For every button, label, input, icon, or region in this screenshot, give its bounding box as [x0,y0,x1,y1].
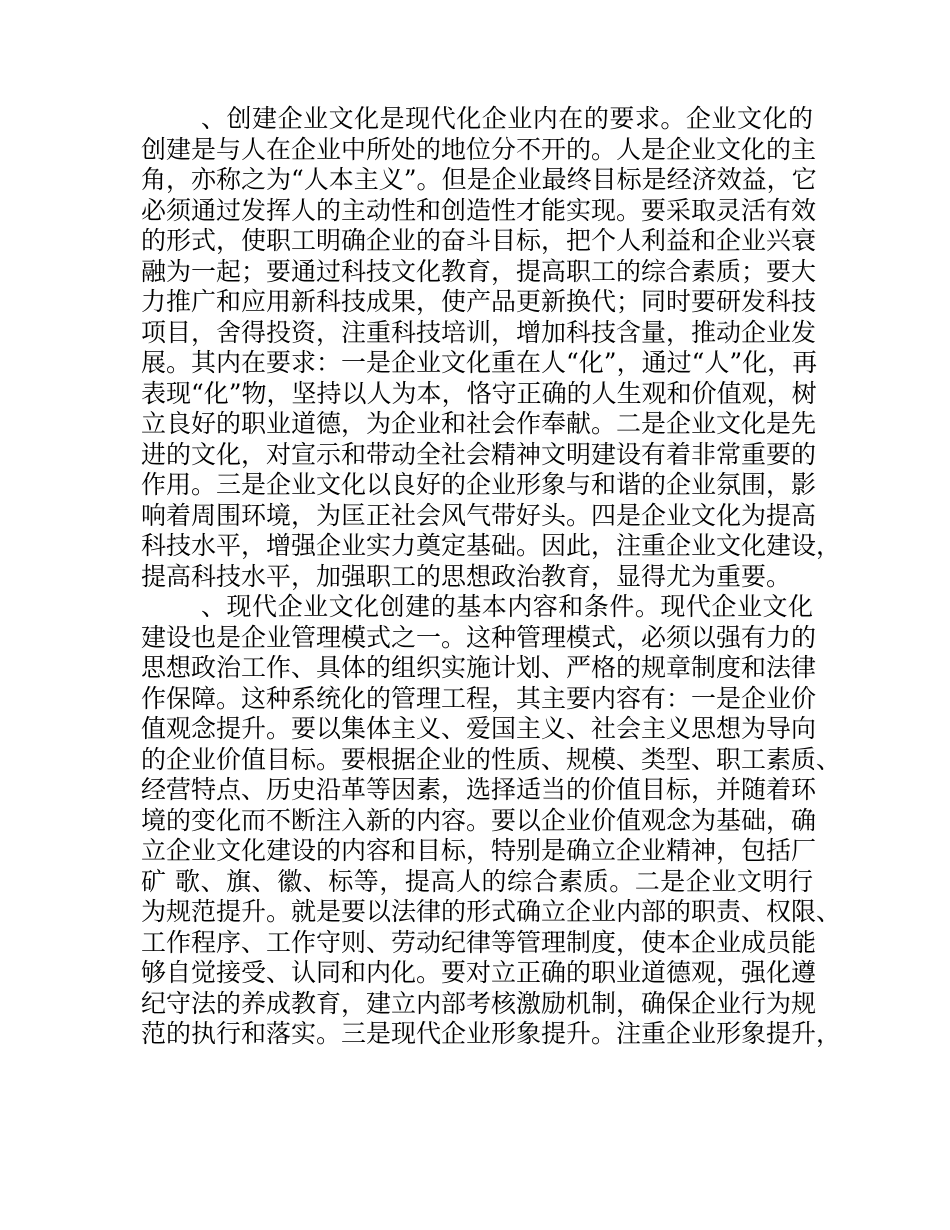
paragraph-2 [141,592,842,1050]
text-line: 响着周围环境，为匡正社会风气带好头。四是企业文化为提高 [141,500,817,530]
text-line: 的企业价值目标。要根据企业的性质、规模、类型、职工素质、 [141,744,842,774]
text-line: 提高科技水平，加强职工的思想政治教育，显得尤为重要。 [141,561,792,591]
text-line: 矿 歌、旗、徽、标等，提高人的综合素质。二是企业文明行 [141,866,813,896]
text-line: 经营特点、历史沿革等因素，选择适当的价值目标，并随着环 [141,775,817,804]
text-line: 力推广和应用新科技成果，使产品更新换代；同时要研发科技 [141,287,817,316]
text-line: 立良好的职业道德，为企业和社会作奉献。二是企业文化是先 [141,409,817,438]
text-line: 境的变化而不断注入新的内容。要以企业价值观念为基础，确 [141,805,817,835]
text-line: 创建是与人在企业中所处的地位分不开的。人是企业文化的主 [141,134,817,164]
text-line: 思想政治工作、具体的组织实施计划、严格的规章制度和法律 [141,653,817,682]
body-text [141,104,842,1050]
text-line: 、现代企业文化创建的基本内容和条件。现代企业文化 [201,592,813,621]
text-line: 作用。三是企业文化以良好的企业形象与和谐的企业氛围，影 [141,470,817,499]
text-line: 为规范提升。就是要以法律的形式确立企业内部的职责、权限、 [141,897,842,926]
text-line: 项目，舍得投资，注重科技培训，增加科技含量，推动企业发 [141,317,817,347]
text-line: 表现“化”物，坚持以人为本，恪守正确的人生观和价值观，树 [141,378,817,408]
text-line: 纪守法的养成教育，建立内部考核激励机制，确保企业行为规 [141,988,817,1018]
text-line: 科技水平，增强企业实力奠定基础。因此，注重企业文化建设， [141,531,842,560]
text-line: 、创建企业文化是现代化企业内在的要求。企业文化的 [201,104,813,133]
text-line: 融为一起；要通过科技文化教育，提高职工的综合素质；要大 [141,256,817,286]
text-line: 够自觉接受、认同和内化。要对立正确的职业道德观，强化遵 [141,958,817,987]
text-line: 必须通过发挥人的主动性和创造性才能实现。要采取灵活有效 [141,195,817,225]
text-line: 工作程序、工作守则、劳动纪律等管理制度，使本企业成员能 [141,927,817,957]
text-line: 立企业文化建设的内容和目标，特别是确立企业精神，包括厂 [141,836,817,865]
text-line: 进的文化，对宣示和带动全社会精神文明建设有着非常重要的 [141,439,817,469]
text-line: 角，亦称之为“人本主义”。但是企业最终目标是经济效益，它 [141,165,817,194]
text-line: 作保障。这种系统化的管理工程，其主要内容有：一是企业价 [141,683,817,713]
text-line: 值观念提升。要以集体主义、爱国主义、社会主义思想为导向 [141,714,817,743]
text-line: 范的执行和落实。三是现代企业形象提升。注重企业形象提升， [141,1019,842,1048]
text-line: 的形式，使职工明确企业的奋斗目标，把个人利益和企业兴衰 [141,226,817,255]
paragraph-1 [141,104,842,592]
text-line: 展。其内在要求：一是企业文化重在人“化”，通过“人”化，再 [141,348,818,377]
text-line: 建设也是企业管理模式之一。这种管理模式，必须以强有力的 [141,622,817,652]
